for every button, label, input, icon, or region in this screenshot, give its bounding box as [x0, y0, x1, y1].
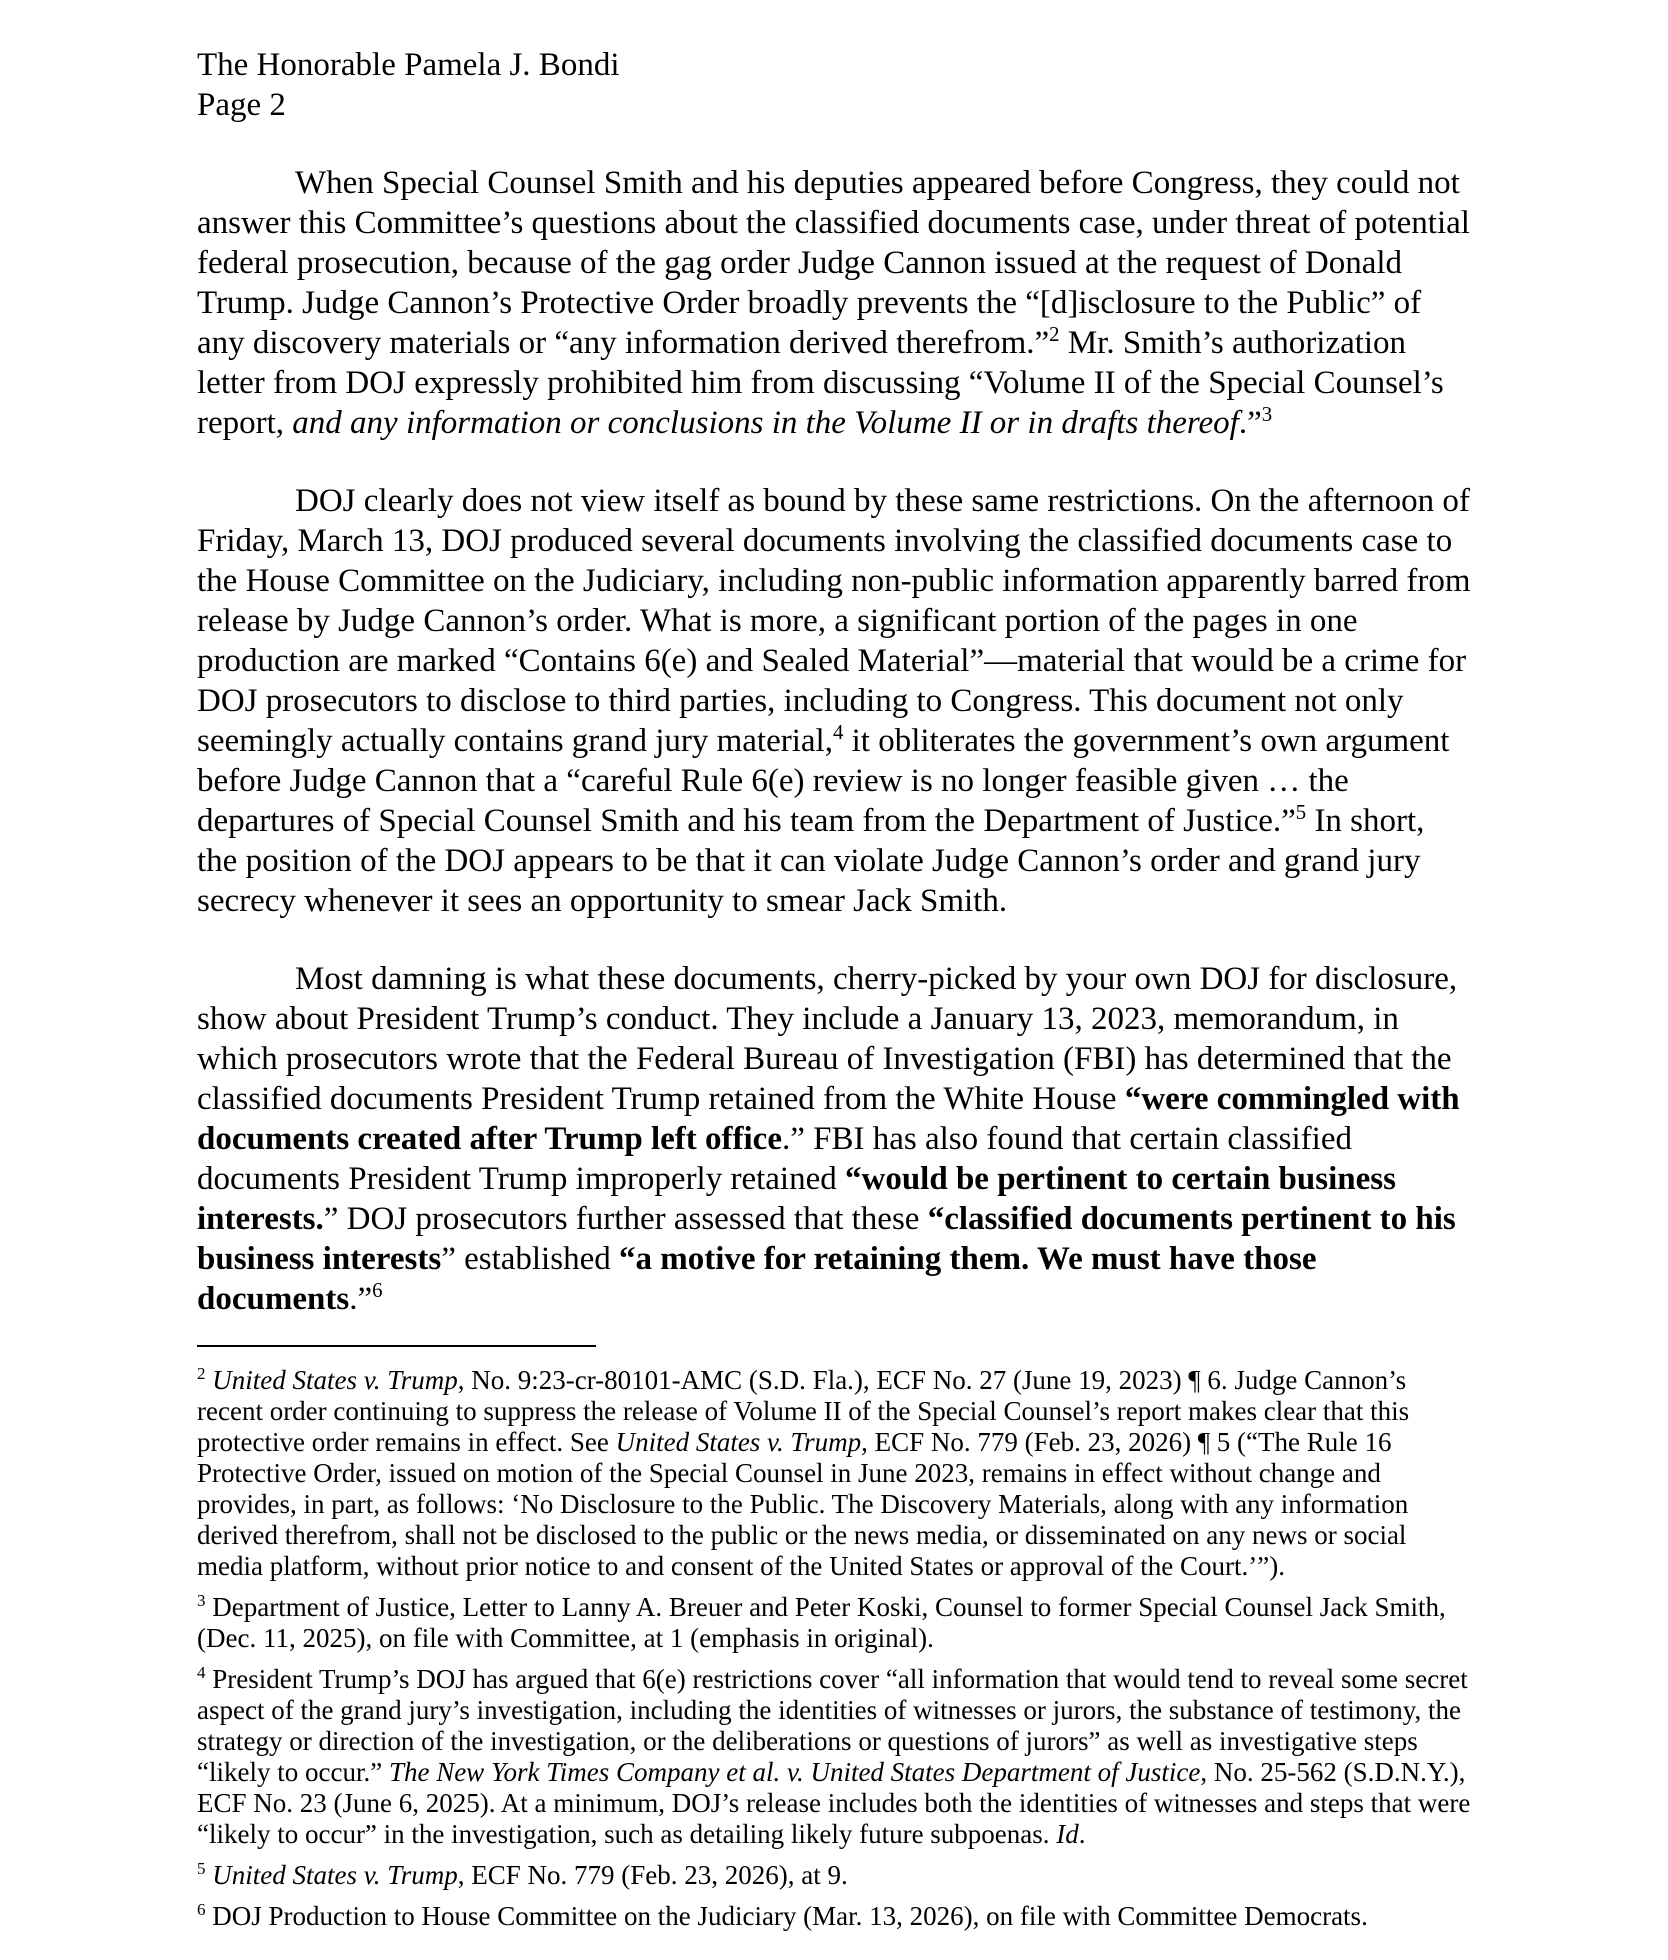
- text-segment: DOJ Production to House Committee on the Judiciary (Mar. 13, 2026), on file with Committee Democrats.: [212, 1901, 1368, 1931]
- text-segment: In short, the position of the DOJ appears to be that it can violate Judge Cannon’s order and grand jury secrecy whenever it sees an opportunity to smear Jack Smith.: [197, 803, 1425, 919]
- text-segment: Id: [1056, 1819, 1079, 1849]
- footnote-reference: 6: [372, 1279, 383, 1302]
- footnote-item: [197, 1365, 1471, 1582]
- text-segment: ” established: [441, 1241, 619, 1277]
- text-segment: United States v. Trump: [615, 1427, 862, 1457]
- text-segment: .”: [349, 1281, 373, 1317]
- recipient-line: The Honorable Pamela J. Bondi: [197, 47, 620, 83]
- footnote-number: 2: [197, 1364, 206, 1383]
- text-segment: The New York Times Company et al. v. United States Department of Justice: [388, 1757, 1201, 1787]
- footnote-number: 3: [197, 1591, 206, 1610]
- text-segment: it obliterates the government’s own argument before Judge Cannon that a “careful Rule 6(e) review is no longer feasible given … the departures of Special Counsel Smith and his team from the Department of Justice.”: [197, 723, 1450, 839]
- text-segment: .”: [1238, 405, 1262, 441]
- letter-body: [197, 163, 1471, 1319]
- text-segment: , ECF No. 779 (Feb. 23, 2026) ¶ 5 (“The Rule 16 Protective Order, issued on motion of the Special Counsel in June 2023, remains in effect without change and provides, in part, as follows: ‘No Disclosure to the Public. The Discovery Materials, along with any information derived therefrom, shall not be disclosed to the public or the news media, or disseminated on any news or social media platform, without prior notice to and consent of the United States or approval of the Court.’”).: [197, 1427, 1409, 1581]
- body-paragraph: [197, 481, 1471, 921]
- footnote-reference: 2: [1049, 323, 1060, 346]
- footnote-item: [197, 1664, 1471, 1850]
- footnote-reference: 5: [1295, 801, 1307, 824]
- footnote-reference: 3: [1261, 403, 1273, 426]
- footnote-number: 4: [197, 1663, 206, 1682]
- footnote-number: 6: [197, 1900, 206, 1919]
- text-segment: , No. 9:23-cr-80101-AMC (S.D. Fla.), ECF No. 27 (June 19, 2023) ¶ 6. Judge Cannon’s recent order continuing to suppress the release of Volume II of the Special Counsel’s report makes clear that this protective order remains in effect. See: [197, 1365, 1410, 1457]
- letter-header: [197, 45, 1471, 125]
- footnote-item: [197, 1901, 1471, 1932]
- footnote-separator: [197, 1345, 596, 1347]
- text-segment: .: [1078, 1819, 1086, 1849]
- text-segment: United States v. Trump: [212, 1365, 458, 1395]
- footnote-item: [197, 1860, 1471, 1891]
- text-segment: “would be pertinent to certain business interests.: [197, 1161, 1396, 1237]
- text-segment: and any information or conclusions in the Volume II or in drafts thereof: [292, 405, 1239, 441]
- text-segment: President Trump’s DOJ has argued that 6(e) restrictions cover “all information that would tend to reveal some secret aspect of the grand jury’s investigation, including the identities of witnesses or jurors, the substance of testimony, the strategy or direction of the investigation, or the deliberations or questions of jurors” as well as investigative steps “likely to occur.”: [197, 1664, 1468, 1787]
- body-paragraph: [197, 163, 1471, 443]
- body-paragraph: [197, 959, 1471, 1319]
- text-segment: “classified documents pertinent to his business interests: [197, 1201, 1456, 1277]
- text-segment: Most damning is what these documents, cherry-picked by your own DOJ for disclosure, show about President Trump’s conduct. They include a January 13, 2023, memorandum, in which prosecutors wrote that the Federal Bureau of Investigation (FBI) has determined that the classified documents President Trump retained from the White House: [197, 961, 1458, 1117]
- text-segment: “were commingled with documents created after Trump left office: [197, 1081, 1460, 1157]
- text-segment: , ECF No. 779 (Feb. 23, 2026), at 9.: [457, 1860, 848, 1890]
- footnote-item: [197, 1592, 1471, 1654]
- text-segment: , No. 25-562 (S.D.N.Y.), ECF No. 23 (June 6, 2025). At a minimum, DOJ’s release includes both the identities of witnesses and steps that were “likely to occur” in the investigation, such as detailing likely future subpoenas.: [197, 1757, 1471, 1849]
- text-segment: When Special Counsel Smith and his deputies appeared before Congress, they could not answer this Committee’s questions about the classified documents case, under threat of potential federal prosecution, because of the gag order Judge Cannon issued at the request of Donald Trump. Judge Cannon’s Protective Order broadly prevents the “[d]isclosure to the Public” of any discovery materials or “any information derived therefrom.”: [197, 165, 1470, 361]
- text-segment: ” DOJ prosecutors further assessed that these: [323, 1201, 928, 1237]
- text-segment: Mr. Smith’s authorization letter from DOJ expressly prohibited him from discussing “Volume II of the Special Counsel’s report,: [197, 325, 1444, 441]
- text-segment: Department of Justice, Letter to Lanny A. Breuer and Peter Koski, Counsel to former Special Counsel Jack Smith, (Dec. 11, 2025), on file with Committee, at 1 (emphasis in original).: [197, 1592, 1446, 1653]
- text-segment: .” FBI has also found that certain classified documents President Trump improperly retained: [197, 1121, 1352, 1197]
- text-segment: United States v. Trump: [212, 1860, 458, 1890]
- text-segment: DOJ clearly does not view itself as bound by these same restrictions. On the afternoon of Friday, March 13, DOJ produced several documents involving the classified documents case to the House Committee on the Judiciary, including non-public information apparently barred from release by Judge Cannon’s order. What is more, a significant portion of the pages in one production are marked “Contains 6(e) and Sealed Material”—material that would be a crime for DOJ prosecutors to disclose to third parties, including to Congress. This document not only seemingly actually contains grand jury material,: [197, 483, 1471, 759]
- text-segment: “a motive for retaining them. We must have those documents: [197, 1241, 1317, 1317]
- footnotes-section: [197, 1365, 1471, 1932]
- footnote-reference: 4: [832, 721, 844, 744]
- footnote-number: 5: [197, 1859, 206, 1878]
- page-number-line: Page 2: [197, 87, 286, 123]
